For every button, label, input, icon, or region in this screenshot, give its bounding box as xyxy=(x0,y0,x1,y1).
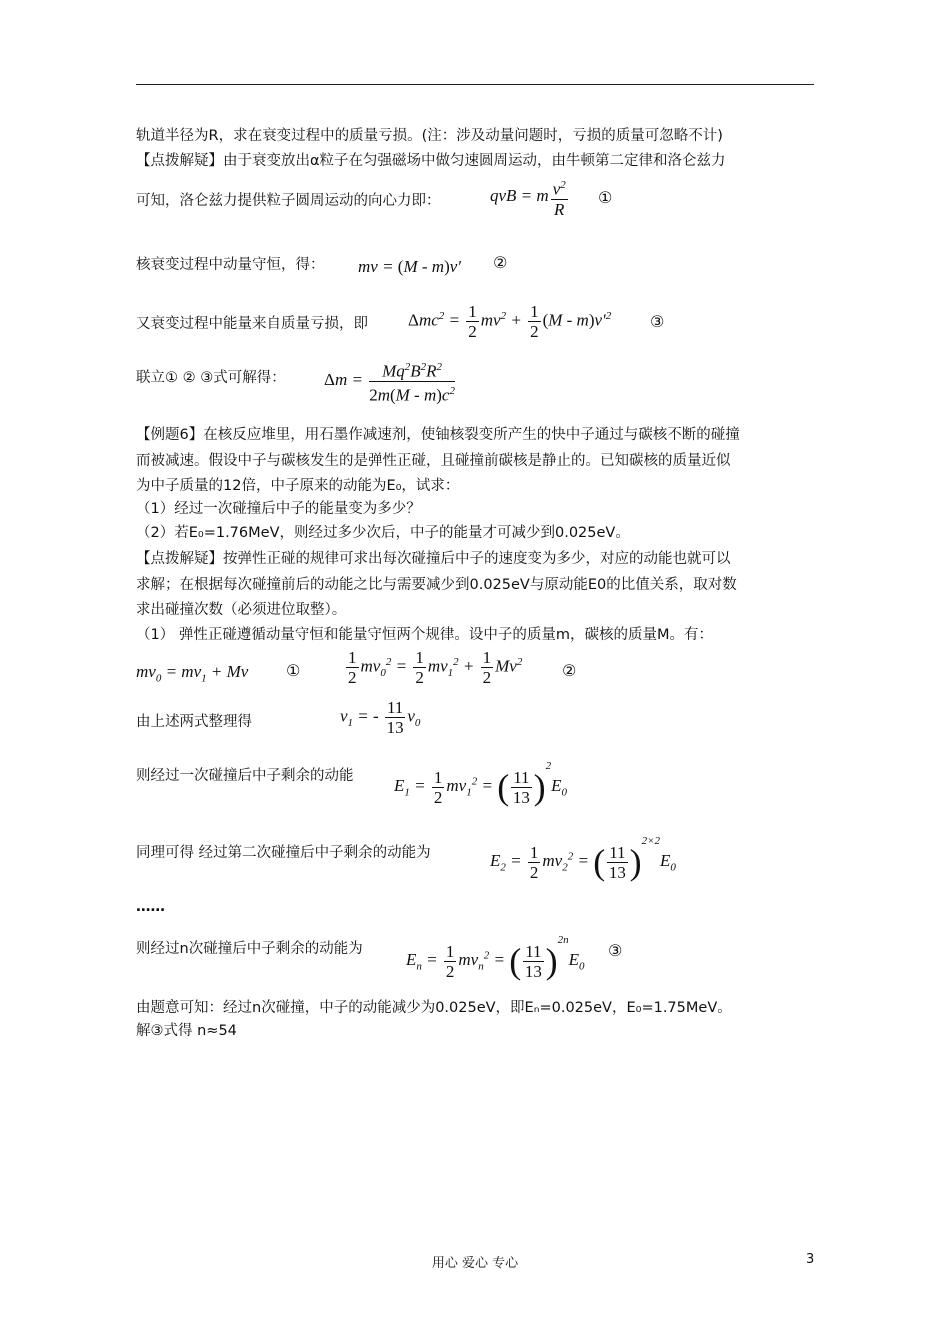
equation-momentum: mv = (M - m)v′ xyxy=(358,257,462,276)
text-line: （1） 弹性正碰遵循动量守恒和能量守恒两个规律。设中子的质量m，碳核的质量M。有： xyxy=(136,627,713,643)
text-line: 由题意可知：经过n次碰撞，中子的动能减少为0.025eV，即Eₙ=0.025eV，E₀=1.75MeV。 xyxy=(136,1000,732,1016)
text-line: 又衰变过程中能量来自质量亏损，即 xyxy=(136,316,368,332)
equation-velocity: $v_1$ = - $\frac{11}{13}$ $v_0$ xyxy=(340,698,421,737)
text-line: 同理可得 经过第二次碰撞后中子剩余的动能为 xyxy=(136,845,431,861)
equation-en: $E_n$ = $\frac{1}{2}$ $mv_n^2$ = ( $\frac{11}{13}$ )$^{2n}E_0$ xyxy=(406,934,585,982)
page-number: 3 xyxy=(806,1252,815,1267)
text-line: 可知，洛仑兹力提供粒子圆周运动的向心力即： xyxy=(136,193,441,209)
text-line: 【点拨解疑】由于衰变放出α粒子在匀强磁场中做匀速圆周运动，由牛顿第二定律和洛仑兹力 xyxy=(136,153,726,169)
ellipsis: …… xyxy=(136,899,165,915)
equation-number: ② xyxy=(493,253,508,272)
text-line: 联立① ② ③式可解得： xyxy=(136,370,286,386)
equation-energy-collision: $\frac{1}{2}$ $mv_0^2$ = $\frac{1}{2}$ $mv_1^2$ + $\frac{1}{2}$ Mv$^2$ xyxy=(348,648,523,687)
equation-number: ② xyxy=(562,661,577,680)
equation-momentum-collision: $mv_0 = mv_1 + Mv$ xyxy=(136,662,249,685)
equation-lorentz: qvB = m $\frac{v^2}{R}$ xyxy=(490,176,570,219)
text-line: 轨道半径为R，求在衰变过程中的质量亏损。(注：涉及动量问题时，亏损的质量可忽略不计) xyxy=(136,128,723,144)
text-line: 解③式得 n≈54 xyxy=(136,1023,237,1039)
text-line: 由上述两式整理得 xyxy=(136,714,252,730)
text-line: （1）经过一次碰撞后中子的能量变为多少？ xyxy=(136,501,421,517)
text-line: 则经过一次碰撞后中子剩余的动能 xyxy=(136,768,354,784)
text-line: 【例题6】在核反应堆里，用石墨作减速剂，使铀核裂变所产生的快中子通过与碳核不断的碰撞 xyxy=(136,427,740,443)
text-line: 则经过n次碰撞后中子剩余的动能为 xyxy=(136,941,363,957)
equation-number: ③ xyxy=(608,941,623,960)
equation-number: ③ xyxy=(650,312,665,331)
equation-e1: $E_1$ = $\frac{1}{2}$ $mv_1^2$ = ( $\frac{11}{13}$ )$^2E_0$ xyxy=(394,760,567,808)
equation-number: ① xyxy=(598,188,613,207)
footer-motto: 用心 爱心 专心 xyxy=(431,1256,519,1271)
equation-number: ① xyxy=(286,661,301,680)
equation-e2: $E_2$ = $\frac{1}{2}$ $mv_2^2$ = ( $\frac{11}{13}$ )$^{2\times 2}E_0$ xyxy=(490,835,676,883)
text-line: 而被减速。假设中子与碳核发生的是弹性正碰，且碰撞前碳核是静止的。已知碳核的质量近似 xyxy=(136,453,731,469)
header-rule xyxy=(136,84,814,85)
text-line: 求解；在根据每次碰撞前后的动能之比与需要减少到0.025eV与原动能E0的比值关系，取对数 xyxy=(136,577,737,593)
text-line: （2）若E₀=1.76MeV，则经过多少次后，中子的能量才可减少到0.025eV。 xyxy=(136,525,630,541)
text-line: 求出碰撞次数（必须进位取整）。 xyxy=(136,602,347,618)
equation-energy: Δmc$^2$ = $\frac{1}{2}$ $mv^2$ + $\frac{1}{2}$ $(M - m)v'^2$ xyxy=(408,302,612,341)
text-line: 核衰变过程中动量守恒，得： xyxy=(136,257,325,273)
text-line: 【点拨解疑】按弹性正碰的规律可求出每次碰撞后中子的速度变为多少，对应的动能也就可以 xyxy=(136,551,731,567)
text-line: 为中子质量的12倍，中子原来的动能为E₀，试求： xyxy=(136,478,460,494)
equation-mass-defect: Δm = $\frac{Mq^2B^2R^2}{2m(M - m)c^2}$ xyxy=(324,358,457,404)
